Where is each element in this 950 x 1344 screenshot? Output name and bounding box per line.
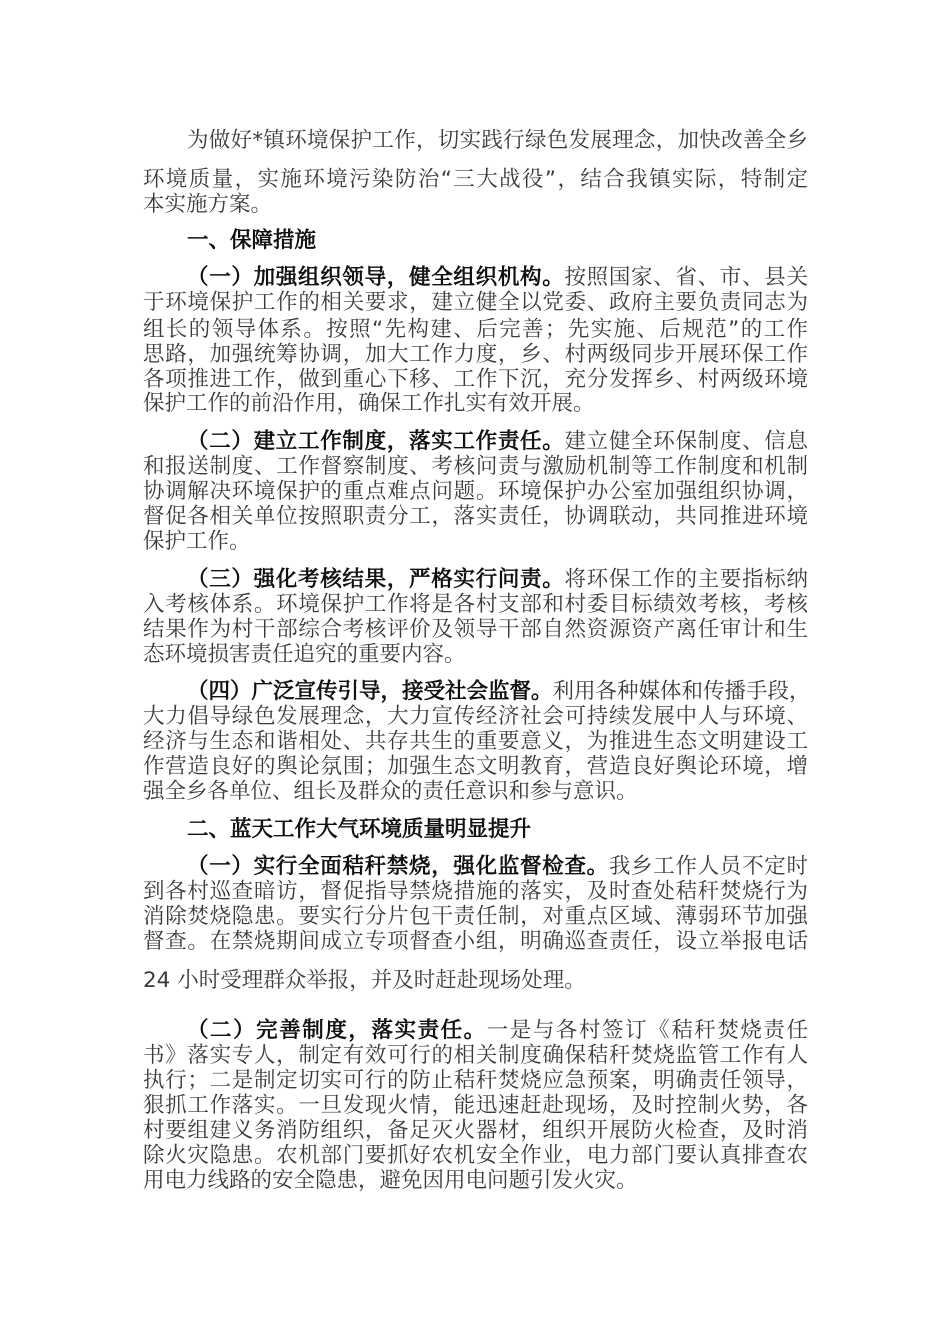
paragraph-line [187,1018,808,1044]
line-text: 一、保障措施 [187,228,317,253]
paragraph-line [143,529,808,555]
line-text: 执行；二是制定切实可行的防止秸秆焚烧应急预案，明确责任领导， [143,1068,808,1093]
paragraph-line [143,729,808,755]
line-text: 狠抓工作落实。一旦发现火情，能迅速赶赴现场，及时控制火势，各 [143,1093,808,1118]
paragraph-line [143,1143,808,1169]
line-text: 书》落实专人，制定有效可行的相关制度确保秸秆焚烧监管工作有人 [143,1043,808,1068]
line-text: 建立健全环保制度、信息 [564,429,808,454]
paragraph-line [143,167,808,193]
paragraph-line [187,265,808,291]
paragraph-line [143,704,808,730]
paragraph-lead: （三）强化考核结果，严格实行问责。 [187,567,565,592]
line-text: 于环境保护工作的相关要求，建立健全以党委、政府主要负责同志为 [143,290,808,315]
line-text: 协调解决环境保护的重点难点问题。环境保护办公室加强组织协调， [143,479,808,504]
line-text: 利用各种媒体和传播手段， [552,679,811,704]
paragraph-line [143,642,808,668]
line-text: 为做好*镇环境保护工作，切实践行绿色发展理念，加快改善全乡 [187,128,808,153]
paragraph-line [143,504,808,530]
paragraph-line [143,454,808,480]
paragraph-line [187,567,808,593]
line-text: 用电力线路的安全隐患，避免因用电问题引发火灾。 [143,1168,638,1193]
line-text: 思路，加强统筹协调，加大工作力度，乡、村两级同步开展环保工作 [143,342,808,367]
line-text: 各项推进工作，做到重心下移、工作下沉，充分发挥乡、村两级环境 [143,367,808,392]
paragraph-line [143,879,808,905]
paragraph-line [143,367,808,393]
line-text: 态环境损害责任追究的重要内容。 [143,642,466,667]
paragraph-line [143,1068,808,1094]
paragraph-line [143,317,808,343]
paragraph-line [143,754,808,780]
paragraph-lead: （一）加强组织领导，健全组织机构。 [187,265,565,290]
line-text: 大力倡导绿色发展理念，大力宣传经济社会可持续发展中人与环境、 [143,704,808,729]
paragraph-line [143,929,808,955]
line-text: 入考核体系。环境保护工作将是各村支部和村委目标绩效考核，考核 [143,592,808,617]
paragraph-line [143,391,808,417]
line-text: 我乡工作人员不定时 [608,854,808,879]
line-text: 结果作为村干部综合考核评价及领导干部自然资源资产离任审计和生 [143,617,808,642]
paragraph-lead: （二）完善制度，落实责任。 [187,1018,487,1043]
paragraph-line [143,479,808,505]
paragraph-line [187,128,808,154]
paragraph-line [143,1093,808,1119]
paragraph-line [143,1168,808,1194]
line-text: 村要组建义务消防组织，备足灭火器材，组织开展防火检查，及时消 [143,1118,808,1143]
line-text: 组长的领导体系。按照“先构建、后完善；先实施、后规范”的工作 [143,317,808,342]
paragraph-line [143,1043,808,1069]
paragraph-line [143,192,808,218]
line-text: 24 小时受理群众举报，并及时赶赴现场处理。 [143,968,586,993]
line-text: 按照国家、省、市、县关 [564,265,808,290]
line-text: 本实施方案。 [143,192,273,217]
line-text: 除火灾隐患。农机部门要抓好农机安全作业，电力部门要认真排查农 [143,1143,808,1168]
paragraph-line [143,592,808,618]
heading-text [187,817,808,843]
heading-text [187,228,808,254]
paragraph-line [187,429,808,455]
line-text: 保护工作的前沿作用，确保工作扎实有效开展。 [143,391,595,416]
paragraph-line [187,679,811,705]
line-text: 消除焚烧隐患。要实行分片包干责任制，对重点区域、薄弱环节加强 [143,904,808,929]
line-text: 一是与各村签订《秸秆焚烧责任 [486,1018,808,1043]
line-text: 作营造良好的舆论氛围；加强生态文明教育，营造良好舆论环境，增 [143,754,808,779]
paragraph-line [143,342,808,368]
line-text: 督查。在禁烧期间成立专项督查小组，明确巡查责任，设立举报电话 [143,929,808,954]
line-text: 督促各相关单位按照职责分工，落实责任，协调联动，共同推进环境 [143,504,808,529]
line-text: 二、蓝天工作大气环境质量明显提升 [187,817,532,842]
paragraph-line [143,617,808,643]
paragraph-line [143,779,808,805]
paragraph-line [143,968,808,994]
paragraph-line [143,1118,808,1144]
paragraph-lead: （二）建立工作制度，落实工作责任。 [187,429,565,454]
line-text: 经济与生态和谐相处、共存共生的重要意义，为推进生态文明建设工 [143,729,808,754]
line-text: 环境质量，实施环境污染防治“三大战役”，结合我镇实际，特制定 [143,167,808,192]
paragraph-line [143,290,808,316]
line-text: 和报送制度、工作督察制度、考核问责与激励机制等工作制度和机制 [143,454,808,479]
line-text: 强全乡各单位、组长及群众的责任意识和参与意识。 [143,779,638,804]
paragraph-line [143,904,808,930]
line-text: 将环保工作的主要指标纳 [564,567,808,592]
paragraph-lead: （四）广泛宣传引导，接受社会监督。 [187,679,553,704]
paragraph-line [187,854,808,880]
line-text: 保护工作。 [143,529,251,554]
line-text: 到各村巡查暗访，督促指导禁烧措施的落实，及时查处秸秆焚烧行为 [143,879,808,904]
paragraph-lead: （一）实行全面秸秆禁烧，强化监督检查。 [187,854,609,879]
